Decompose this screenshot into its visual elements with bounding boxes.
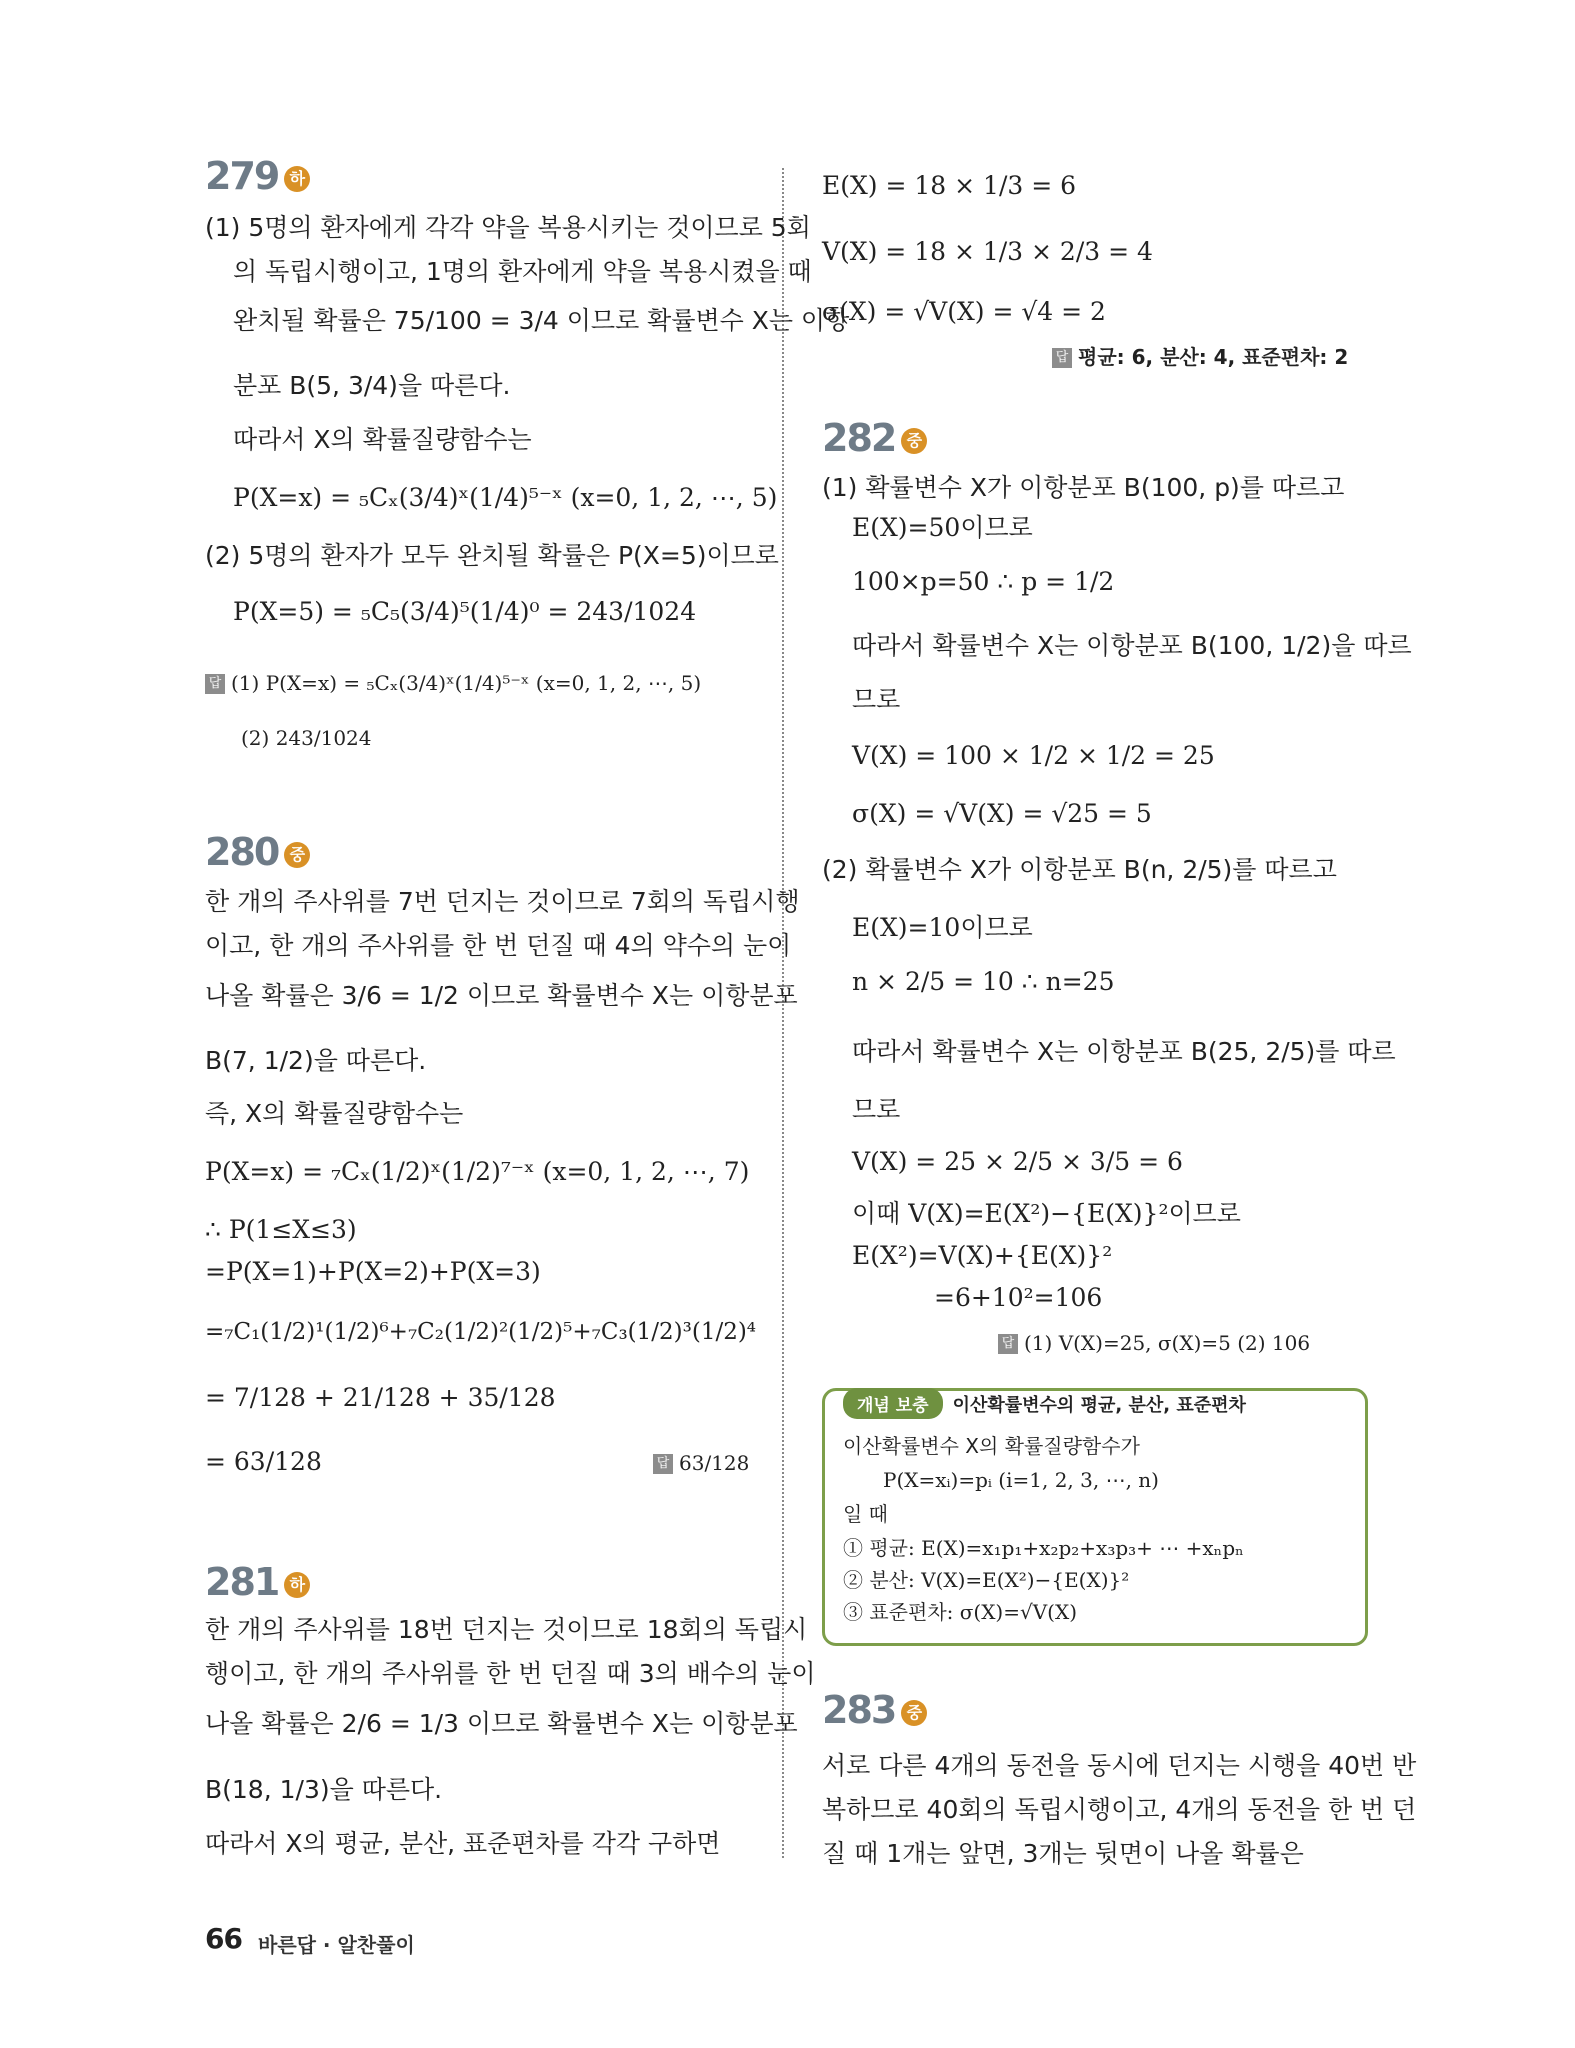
problem-282-formula: 100×p=50 ∴ p = 1/2	[852, 567, 1115, 596]
problem-283-line: 서로 다른 4개의 동전을 동시에 던지는 시행을 40번 반	[822, 1751, 1417, 1780]
problem-279-line: 완치될 확률은 75/100 = 3/4 이므로 확률변수 X는 이항	[233, 306, 850, 335]
level-badge: 하	[284, 1572, 310, 1598]
answer-text: (1) V(X)=25, σ(X)=5 (2) 106	[1024, 1331, 1311, 1355]
problem-281-formula: σ(X) = √V(X) = √4 = 2	[822, 297, 1106, 326]
problem-281-line: 나올 확률은 2/6 = 1/3 이므로 확률변수 X는 이항분포	[205, 1709, 798, 1738]
problem-280-formula: = 63/128	[205, 1447, 322, 1476]
problem-282-formula: σ(X) = √V(X) = √25 = 5	[852, 799, 1152, 828]
problem-282-line: 므로	[852, 1095, 901, 1124]
concept-line: ③ 표준편차: σ(X)=√V(X)	[843, 1600, 1078, 1624]
problem-280-line: 즉, X의 확률질량함수는	[205, 1099, 464, 1128]
problem-280-formula: ∴ P(1≤X≤3)	[205, 1215, 357, 1244]
problem-number: 281	[205, 1560, 279, 1604]
problem-280-formula: P(X=x) = ₇Cₓ(1/2)ˣ(1/2)⁷⁻ˣ (x=0, 1, 2, ⋯, 7)	[205, 1157, 750, 1186]
problem-282-line: (2) 확률변수 X가 이항분포 B(n, 2/5)를 따르고	[822, 855, 1337, 884]
concept-line: 이산확률변수 X의 확률질량함수가	[843, 1434, 1140, 1458]
problem-279-heading	[205, 156, 310, 196]
problem-282-formula: E(X²)=V(X)+{E(X)}²	[852, 1241, 1113, 1270]
level-badge: 중	[901, 1700, 927, 1726]
concept-line: ② 분산: V(X)=E(X²)−{E(X)}²	[843, 1568, 1130, 1592]
problem-281-answer	[1052, 340, 1348, 373]
page-number: 66	[205, 1922, 242, 1955]
answer-text: (1) P(X=x) = ₅Cₓ(3/4)ˣ(1/4)⁵⁻ˣ (x=0, 1, 2, ⋯, 5)	[231, 671, 702, 695]
concept-box	[822, 1388, 1368, 1646]
answer-mark: 답	[205, 674, 225, 694]
problem-283-line: 질 때 1개는 앞면, 3개는 뒷면이 나올 확률은	[822, 1839, 1304, 1868]
problem-number: 279	[205, 154, 279, 198]
problem-279-line: 분포 B(5, 3/4)을 따른다.	[233, 371, 511, 400]
problem-279-formula: P(X=x) = ₅Cₓ(3/4)ˣ(1/4)⁵⁻ˣ (x=0, 1, 2, ⋯, 5)	[233, 483, 778, 512]
problem-282-line: 므로	[852, 685, 901, 714]
problem-282-answer	[998, 1326, 1310, 1359]
problem-281-line: B(18, 1/3)을 따른다.	[205, 1775, 443, 1804]
concept-line: 일 때	[843, 1502, 888, 1526]
problem-number: 280	[205, 830, 279, 874]
answer-mark: 답	[998, 1334, 1018, 1354]
problem-282-heading	[822, 418, 927, 458]
problem-282-line: (1) 확률변수 X가 이항분포 B(100, p)를 따르고	[822, 473, 1345, 502]
problem-282-formula: =6+10²=106	[934, 1283, 1103, 1312]
level-badge: 하	[284, 166, 310, 192]
answer-mark: 답	[653, 1454, 673, 1474]
problem-281-line: 행이고, 한 개의 주사위를 한 번 던질 때 3의 배수의 눈이	[205, 1659, 816, 1688]
level-badge: 중	[284, 842, 310, 868]
column-divider	[782, 168, 784, 1858]
problem-280-line: 나올 확률은 3/6 = 1/2 이므로 확률변수 X는 이항분포	[205, 981, 798, 1010]
concept-tag: 개념 보충	[843, 1388, 943, 1419]
problem-281-formula: E(X) = 18 × 1/3 = 6	[822, 171, 1077, 200]
problem-283-line: 복하므로 40회의 독립시행이고, 4개의 동전을 한 번 던	[822, 1795, 1417, 1824]
problem-282-line: E(X)=10이므로	[852, 913, 1033, 942]
problem-280-line: 이고, 한 개의 주사위를 한 번 던질 때 4의 약수의 눈이	[205, 931, 792, 960]
problem-279-line: 따라서 X의 확률질량함수는	[233, 425, 532, 454]
footer-title: 바른답 · 알찬풀이	[258, 1933, 415, 1957]
problem-279-answer-2: (2) 243/1024	[241, 726, 372, 750]
problem-282-line: 따라서 확률변수 X는 이항분포 B(25, 2/5)를 따르	[852, 1037, 1396, 1066]
problem-281-line: 한 개의 주사위를 18번 던지는 것이므로 18회의 독립시	[205, 1615, 808, 1644]
problem-280-formula: =₇C₁(1/2)¹(1/2)⁶+₇C₂(1/2)²(1/2)⁵+₇C₃(1/2)³(1/2)⁴	[205, 1319, 757, 1345]
answer-text: 63/128	[679, 1451, 750, 1475]
problem-280-heading	[205, 832, 310, 872]
problem-280-line: 한 개의 주사위를 7번 던지는 것이므로 7회의 독립시행	[205, 887, 800, 916]
problem-280-answer	[653, 1446, 749, 1479]
problem-282-line: 따라서 확률변수 X는 이항분포 B(100, 1/2)을 따르	[852, 631, 1412, 660]
problem-282-formula: V(X) = 100 × 1/2 × 1/2 = 25	[852, 741, 1215, 770]
problem-number: 282	[822, 416, 896, 460]
level-badge: 중	[901, 428, 927, 454]
problem-282-formula: 이때 V(X)=E(X²)−{E(X)}²이므로	[852, 1199, 1241, 1228]
problem-279-formula: P(X=5) = ₅C₅(3/4)⁵(1/4)⁰ = 243/1024	[233, 597, 697, 626]
problem-283-heading	[822, 1690, 927, 1730]
problem-279-line: (1) 5명의 환자에게 각각 약을 복용시키는 것이므로 5회	[205, 213, 811, 242]
problem-279-line: 의 독립시행이고, 1명의 환자에게 약을 복용시켰을 때	[233, 257, 812, 286]
problem-280-formula: =P(X=1)+P(X=2)+P(X=3)	[205, 1257, 541, 1286]
problem-279-line: (2) 5명의 환자가 모두 완치될 확률은 P(X=5)이므로	[205, 541, 779, 570]
problem-number: 283	[822, 1688, 896, 1732]
concept-box-header	[843, 1388, 1246, 1419]
problem-280-formula: = 7/128 + 21/128 + 35/128	[205, 1383, 556, 1412]
problem-282-line: E(X)=50이므로	[852, 513, 1033, 542]
problem-282-formula: n × 2/5 = 10 ∴ n=25	[852, 967, 1115, 996]
problem-280-line: B(7, 1/2)을 따른다.	[205, 1046, 427, 1075]
problem-282-formula: V(X) = 25 × 2/5 × 3/5 = 6	[852, 1147, 1183, 1176]
concept-line: ① 평균: E(X)=x₁p₁+x₂p₂+x₃p₃+ ⋯ +xₙpₙ	[843, 1536, 1244, 1560]
problem-281-formula: V(X) = 18 × 1/3 × 2/3 = 4	[822, 237, 1153, 266]
problem-281-heading	[205, 1562, 310, 1602]
problem-279-answer	[205, 666, 701, 699]
problem-281-line: 따라서 X의 평균, 분산, 표준편차를 각각 구하면	[205, 1829, 721, 1858]
answer-text: 평균: 6, 분산: 4, 표준편차: 2	[1078, 345, 1349, 369]
concept-line: P(X=xᵢ)=pᵢ (i=1, 2, 3, ⋯, n)	[883, 1468, 1159, 1492]
concept-title: 이산확률변수의 평균, 분산, 표준편차	[952, 1395, 1246, 1416]
answer-mark: 답	[1052, 348, 1072, 368]
